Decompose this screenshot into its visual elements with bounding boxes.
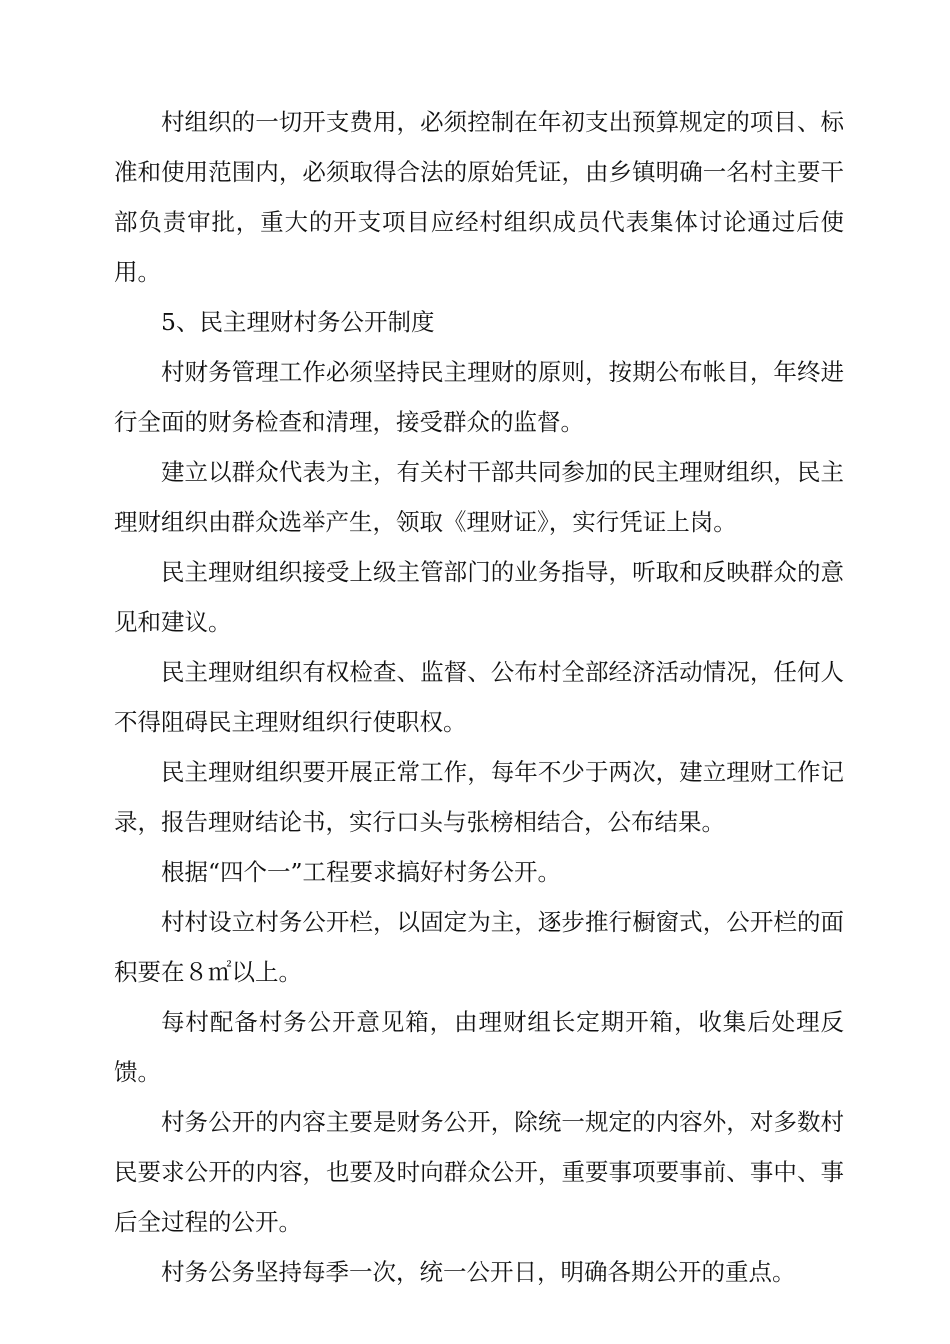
paragraph-regular-work: 民主理财组织要开展正常工作，每年不少于两次，建立理财工作记录，报告理财结论书，实行口头与张榜相结合，公布结果。 <box>114 758 844 836</box>
paragraph-democratic-principle: 村财务管理工作必须坚持民主理财的原则，按期公布帐目，年终进行全面的财务检查和清理，接受群众的监督。 <box>114 358 844 436</box>
paragraph-disclosure-content: 村务公开的内容主要是财务公开，除统一规定的内容外，对多数村民要求公开的内容，也要及时向群众公开，重要事项要事前、事中、事后全过程的公开。 <box>114 1108 844 1236</box>
paragraph-suggestion-box: 每村配备村务公开意见箱，由理财组长定期开箱，收集后处理反馈。 <box>114 1008 844 1086</box>
paragraph-four-ones: 根据“四个一”工程要求搞好村务公开。 <box>161 858 562 886</box>
paragraph-bulletin-board: 村村设立村务公开栏，以固定为主，逐步推行橱窗式，公开栏的面积要在８㎡以上。 <box>114 908 844 986</box>
paragraph-expense-control: 村组织的一切开支费用，必须控制在年初支出预算规定的项目、标准和使用范围内，必须取得合法的原始凭证，由乡镇明确一名村主要干部负责审批，重大的开支项目应经村组织成员代表集体讨论通过后使用。 <box>114 108 844 286</box>
paragraph-guidance: 民主理财组织接受上级主管部门的业务指导，听取和反映群众的意见和建议。 <box>114 558 844 636</box>
paragraph-quarterly-disclosure: 村务公务坚持每季一次，统一公开日，明确各期公开的重点。 <box>161 1258 796 1286</box>
paragraph-supervision-rights: 民主理财组织有权检查、监督、公布村全部经济活动情况，任何人不得阻碍民主理财组织行使职权。 <box>114 658 844 736</box>
paragraph-finance-organization: 建立以群众代表为主，有关村干部共同参加的民主理财组织，民主理财组织由群众选举产生，领取《理财证》，实行凭证上岗。 <box>114 458 844 536</box>
document-body <box>114 97 844 1297</box>
section-heading-democratic-finance: 5、民主理财村务公开制度 <box>161 308 435 336</box>
